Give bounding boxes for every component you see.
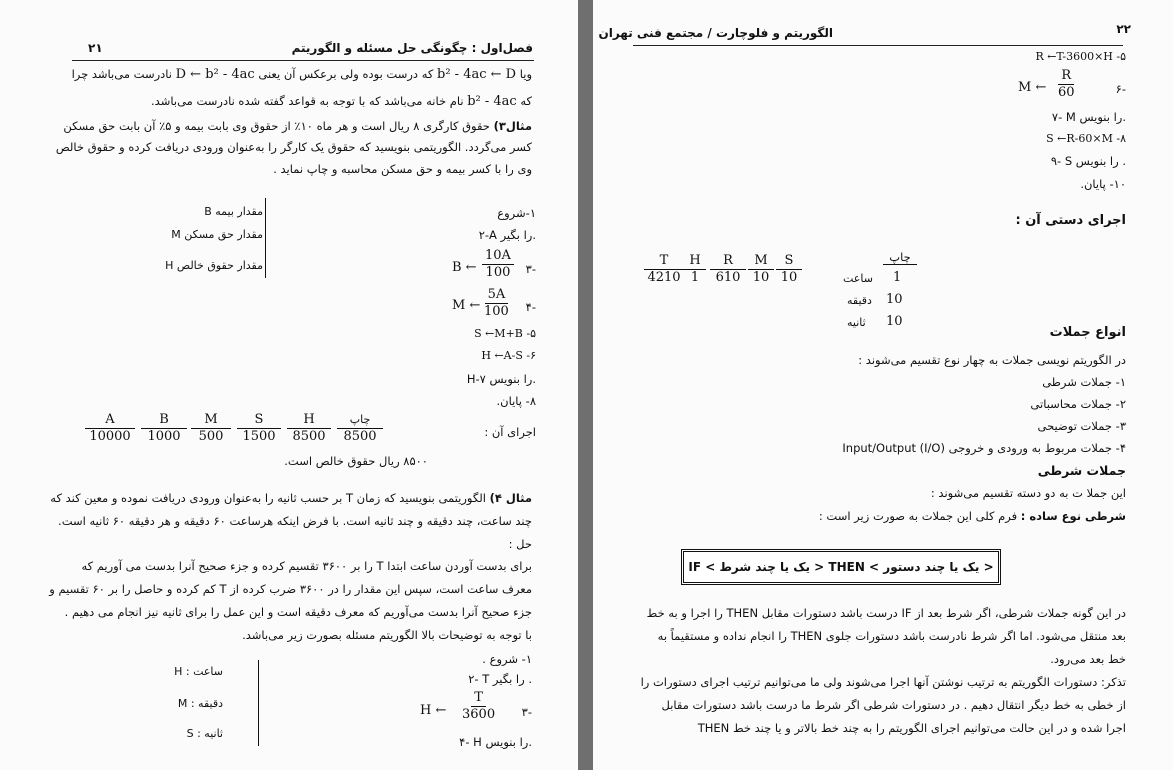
conditional-intro: این جملا ت به دو دسته تقسیم می‌شوند : [930, 486, 1126, 500]
run-print-label: چاپ [883, 250, 917, 265]
step-7: ۷- M را بنویس. [1051, 110, 1126, 124]
step-8: S ←R-60×M -۸ [1046, 132, 1126, 145]
if-then-syntax-box: IF < یک یا چند شرط > THEN < یک یا چند دستور > [681, 549, 1001, 585]
left-header-rule [72, 60, 534, 61]
run-print-row-3-value: 10 [886, 314, 903, 329]
example4-line-3: حل : [508, 537, 532, 551]
note-line-3: THEN اجرا شده و در این حالت می‌توانیم اجرای الگوریتم را به چند خط بالاتر و یا چند خط [697, 721, 1126, 735]
run-col-h: $\frac{H}{1}$ [687, 253, 703, 286]
sentence-types-title: انواع جملات [1049, 325, 1126, 340]
ex3-vars-brace [265, 198, 266, 278]
ex3-step-4-label: ۴- [525, 300, 536, 314]
example4-line-1: مثال ۴) الگوریتمی بنویسید که زمان T بر حسب ثانیه را به‌عنوان ورودی دریافت نموده و معین کند که [50, 491, 532, 505]
example4-line-4: برای بدست آوردن ساعت ابتدا T را بر ۳۶۰۰ تقسیم کرده و جزء صحیح آنرا بدست می آوریم که [81, 559, 532, 573]
conditional-para-3: خط بعد می‌رود. [1050, 652, 1126, 666]
step-10: ۱۰- پایان. [1080, 177, 1126, 191]
ex3-exec-col-s: $\frac{S}{1500}$ [240, 412, 278, 445]
sentence-types-intro: در الگوریتم نویسی جملات به چهار نوع تقسیم می‌شوند : [858, 353, 1126, 367]
ex3-step-1: ۱-شروع [497, 206, 536, 220]
intro-line-2: که b² - 4ac نام خانه می‌باشد که با توجه به قواعد گفته شده نادرست می‌باشد. [151, 94, 532, 109]
ex3-result: ۸۵۰۰ ریال حقوق خالص است. [284, 454, 428, 468]
example4-line-7: با توجه به توضیحات بالا الگوریتم مسئله بصورت زیر می‌باشد. [242, 628, 532, 642]
right-page [593, 0, 1173, 770]
run-col-r: $\frac{R}{610}$ [713, 253, 743, 286]
ex3-step-8: ۸- پایان. [496, 394, 536, 408]
right-page-number: ۲۲ [1116, 22, 1131, 36]
ex3-step-6: H ←A-S -۶ [481, 349, 536, 362]
ex4-var-h: H : ساعت [174, 665, 223, 678]
conditional-para-2: بعد منتقل می‌شود. اما اگر شرط نادرست باشد دستورات جلوی THEN را انجام نداده و مستقیماً به [657, 629, 1126, 643]
example3-line-3: وی را با کسر بیمه و حق مسکن محاسبه و چاپ نماید . [273, 162, 532, 176]
ex4-step-2: ۲- T را بگیر . [468, 672, 532, 686]
manual-run-title: اجرای دستی آن : [1015, 213, 1126, 228]
conditional-para-1: در این گونه جملات شرطی، اگر شرط بعد از IF درست باشد دستورات مقابل THEN را اجرا و به خط [646, 606, 1126, 620]
run-print-row-1-value: 1 [893, 270, 902, 285]
run-print-row-1-label: ساعت [843, 272, 873, 285]
ex3-step-2: ۲-A را بگیر. [478, 228, 536, 242]
ex3-step-5: S ←M+B -۵ [474, 327, 536, 340]
sentence-type-2: ۲- جملات محاسباتی [1030, 397, 1126, 411]
ex4-step-3-lhs: H ← [420, 703, 447, 718]
ex4-step-3-label: ۳- [521, 705, 532, 719]
ex3-step-4-fraction: $\frac{5A}{100}$ [484, 287, 509, 319]
ex3-exec-col-h: $\frac{H}{8500}$ [290, 412, 328, 445]
sentence-type-3: ۳- جملات توضیحی [1037, 419, 1126, 433]
right-header-title: الگوریتم و فلوچارت / مجتمع فنی تهران [598, 26, 833, 40]
sentence-type-4: ۴- جملات مربوط به ورودی و خروجی Input/Output (I/O) [842, 441, 1126, 455]
sentence-type-1: ۱- جملات شرطی [1042, 375, 1126, 389]
left-page [0, 0, 578, 770]
intro-line-1: ویا b² - 4ac ← D که درست بوده ولی برعکس آن یعنی D ← b² - 4ac نادرست می‌باشد چرا [71, 67, 532, 82]
conditional-title: جملات شرطی [1037, 463, 1126, 478]
ex3-step-4-lhs: M ← [452, 298, 481, 313]
ex3-var-b: B مقدار بیمه [204, 205, 263, 218]
ex4-var-m: M : دقیقه [177, 697, 223, 710]
ex3-exec-col-print: چاپ 8500 [340, 412, 380, 445]
step-5: R ←T-3600×H -۵ [1035, 50, 1126, 63]
run-print-row-2-value: 10 [886, 292, 903, 307]
step-6-lhs: M ← [1018, 80, 1047, 95]
ex4-step-4: ۴- H را بنویس. [459, 735, 532, 749]
conditional-simple: شرطی نوع ساده : فرم کلی این جملات به صورت زیر است : [818, 509, 1126, 523]
run-col-m: $\frac{M}{10}$ [751, 253, 771, 286]
example4-line-5: معرف ساعت است، سپس این مقدار را در ۳۶۰۰ ضرب کرده از T کم کرده و حاصل را بر ۶۰ تقسیم و [49, 582, 532, 596]
ex3-exec-label: اجرای آن : [484, 425, 536, 439]
example4-line-2: چند ساعت، چند دقیقه و چند ثانیه است. با فرض اینکه هرساعت ۶۰ دقیقه و هر دقیقه ۶۰ ثانیه است. [58, 514, 532, 528]
ex3-step-3-label: ۳- [525, 262, 536, 276]
ex3-exec-col-m: $\frac{M}{500}$ [194, 412, 228, 445]
run-col-s: $\frac{S}{10}$ [779, 253, 799, 286]
run-print-row-3-label: ثانیه [847, 316, 866, 329]
right-header-rule [633, 45, 1123, 46]
ex4-step-3-fraction: $\frac{T}{3600}$ [462, 690, 496, 722]
step-6-fraction: $\frac{R}{60}$ [1058, 68, 1075, 100]
ex4-step-1: ۱- شروع . [482, 652, 532, 666]
note-line-1: تذکر: دستورات الگوریتم به ترتیب نوشتن آنها اجرا می‌شوند ولی ما می‌توانیم ترتیب اجرای دستورات را [640, 675, 1126, 689]
run-print-row-2-label: دقیقه [847, 294, 872, 307]
ex3-exec-col-a: $\frac{A}{10000}$ [88, 412, 132, 445]
ex4-vars-brace [258, 660, 259, 746]
ex3-step-7: H-۷ را بنویس. [466, 372, 536, 386]
note-line-2: از خطی به خط دیگر انتقال دهیم . در دستورات شرطی اگر شرط ما درست باشد دستورات مقابل [661, 698, 1126, 712]
ex3-step-3-lhs: B ← [452, 260, 477, 275]
ex3-var-h: H مقدار حقوق خالص [165, 259, 263, 272]
step-6-label: ۶- [1115, 82, 1126, 96]
example4-line-6: جزء صحیح آنرا بدست می‌آوریم که معرف دقیقه است و این عمل را برای ثانیه نیز انجام می دهیم . [64, 605, 532, 619]
ex3-exec-col-b: $\frac{B}{1000}$ [144, 412, 184, 445]
run-col-t: $\frac{T}{4210}$ [647, 253, 681, 286]
step-9: ۹- S را بنویس . [1050, 154, 1126, 168]
left-header-title: فصل‌اول : چگونگی حل مسئله و الگوریتم [291, 41, 533, 55]
ex3-var-m: M مقدار حق مسکن [171, 228, 263, 241]
left-page-number: ۲۱ [88, 41, 103, 55]
ex4-var-s: S : ثانیه [186, 727, 223, 740]
example3-line-2: کسر می‌گردد. الگوریتمی بنویسید که حقوق یک کارگر را به‌عنوان ورودی دریافت کرده و حقوق خالص [55, 140, 532, 154]
example3-line-1: مثال۳) حقوق کارگری ۸ ریال است و هر ماه ۱۰٪ از حقوق وی بابت بیمه و ۵٪ آن بابت حق مسکن [63, 119, 532, 133]
ex3-step-3-fraction: $\frac{10A}{100}$ [482, 248, 514, 281]
